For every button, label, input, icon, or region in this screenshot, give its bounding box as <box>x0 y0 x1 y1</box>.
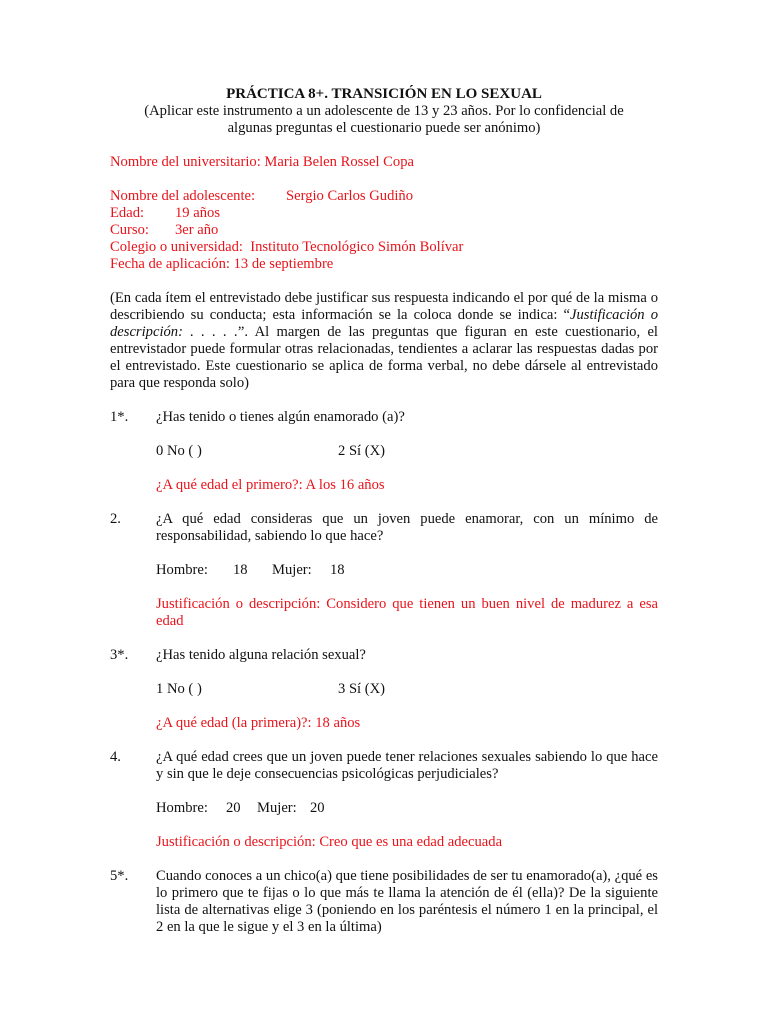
subtitle-line-1: (Aplicar este instrumento a un adolescente de 13 y 23 años. Por lo confidencial de <box>144 103 624 119</box>
hombre-value: 20 <box>226 800 241 816</box>
question-text: ¿A qué edad consideras que un joven puede enamorar, con un mínimo de responsabilidad, sabiendo lo que hace? <box>156 511 658 544</box>
universitario-row <box>110 154 658 171</box>
adolescente-row <box>110 188 658 205</box>
hombre-label: Hombre: <box>156 800 208 816</box>
curso-label: Curso: <box>110 222 149 238</box>
question-1-followup: ¿A qué edad el primero?: A los 16 años <box>156 477 385 493</box>
question-number: 5*. <box>110 868 129 884</box>
question-number: 2. <box>110 511 121 527</box>
fecha-label: Fecha de aplicación: <box>110 256 230 272</box>
hombre-value: 18 <box>233 562 248 578</box>
option-si: 2 Sí (X) <box>338 443 386 459</box>
instructions-part-2: ”. Al margen de las preguntas que figuran en este cuestionario, el entrevistador puede formular otras relacionadas, tendientes a aclarar las respuestas dadas por el entrevistado. Este cuestionario se aplica de forma verbal, no debe dársele al entrevistado para que responda solo) <box>110 324 658 391</box>
fecha-value: 13 de septiembre <box>233 256 334 272</box>
edad-value: 19 años <box>175 205 220 221</box>
question-3 <box>110 647 658 664</box>
question-text: Cuando conoces a un chico(a) que tiene posibilidades de ser tu enamorado(a), ¿qué es lo primero que te fijas o lo que más te llama la atención de él (ella)? De la siguiente lista de alternativas elige 3 (poniendo en los paréntesis el número 1 en la principal, el 2 en la que le sigue y el 3 en la última) <box>156 868 658 935</box>
question-number: 4. <box>110 749 121 765</box>
hombre-label: Hombre: <box>156 562 208 578</box>
question-2-justification: Justificación o descripción: Considero que tienen un buen nivel de madurez a esa edad <box>156 596 658 629</box>
curso-row <box>110 222 658 239</box>
adolescente-label: Nombre del adolescente: <box>110 188 256 204</box>
fecha-row <box>110 256 658 273</box>
option-no: 1 No ( ) <box>156 681 202 697</box>
instructions-part-1: (En cada ítem el entrevistado debe justificar sus respuesta indicando el por qué de la misma o describiendo su conducta; esta información se la coloca donde se indica: “ <box>110 290 658 323</box>
question-2-ages <box>110 562 658 579</box>
mujer-label: Mujer: <box>272 562 312 578</box>
question-4-justification: Justificación o descripción: Creo que es una edad adecuada <box>156 834 503 850</box>
question-4 <box>110 749 658 783</box>
question-4-ages <box>110 800 658 817</box>
question-5 <box>110 868 658 936</box>
question-1-options <box>110 443 658 460</box>
adolescente-value: Sergio Carlos Gudiño <box>286 188 414 204</box>
subtitle-line-2: algunas preguntas el cuestionario puede ser anónimo) <box>227 120 541 136</box>
option-si: 3 Sí (X) <box>338 681 386 697</box>
edad-label: Edad: <box>110 205 145 221</box>
question-3-options <box>110 681 658 698</box>
curso-value: 3er año <box>175 222 219 238</box>
question-number: 1*. <box>110 409 129 425</box>
question-number: 3*. <box>110 647 129 663</box>
colegio-label: Colegio o universidad: <box>110 239 243 255</box>
edad-row <box>110 205 658 222</box>
question-text: ¿A qué edad crees que un joven puede tener relaciones sexuales sabiendo lo que hace y sin que le deje consecuencias psicológicas perjudiciales? <box>156 749 658 782</box>
universitario-label: Nombre del universitario: <box>110 154 261 170</box>
colegio-row <box>110 239 658 256</box>
mujer-label: Mujer: <box>257 800 297 816</box>
mujer-value: 18 <box>330 562 345 578</box>
question-2 <box>110 511 658 545</box>
document-page <box>110 86 658 936</box>
mujer-value: 20 <box>310 800 325 816</box>
question-text: ¿Has tenido alguna relación sexual? <box>156 647 366 663</box>
option-no: 0 No ( ) <box>156 443 202 459</box>
question-1 <box>110 409 658 426</box>
instructions-paragraph <box>110 290 658 392</box>
instructions-italic: Justificación o descripción: . . . . . <box>110 307 658 340</box>
universitario-value: Maria Belen Rossel Copa <box>264 154 414 170</box>
page-title: PRÁCTICA 8+. TRANSICIÓN EN LO SEXUAL <box>226 86 542 102</box>
question-text: ¿Has tenido o tienes algún enamorado (a)? <box>156 409 405 425</box>
colegio-value: Instituto Tecnológico Simón Bolívar <box>250 239 464 255</box>
question-3-followup: ¿A qué edad (la primera)?: 18 años <box>156 715 361 731</box>
